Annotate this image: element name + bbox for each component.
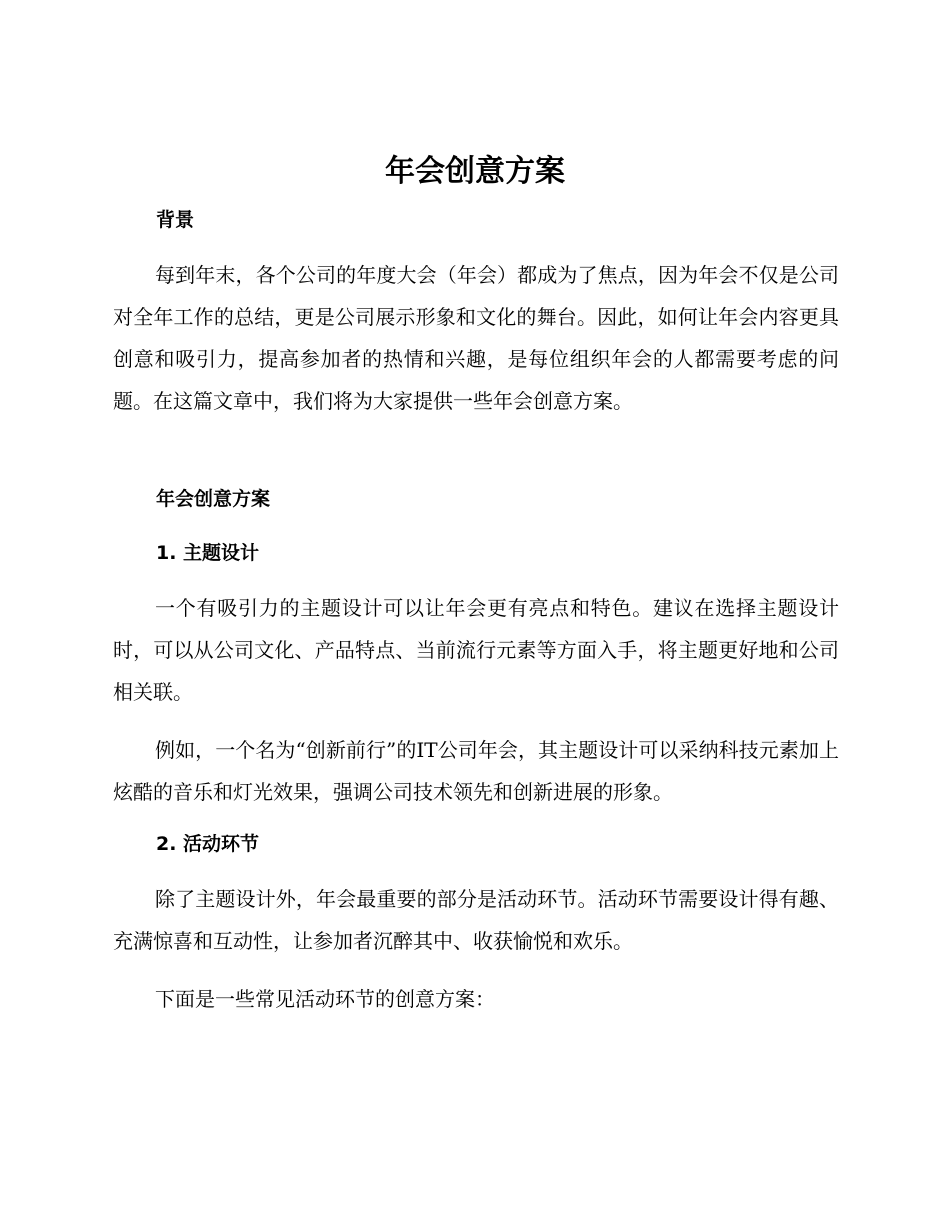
section-activity-intro: 下面是一些常见活动环节的创意方案： — [155, 987, 495, 1011]
section-theme-example: 例如，一个名为“创新前行”的IT公司年会，其主题设计可以采纳科技元素加上炫酷的音乐和灯光效果，强调公司技术领先和创新进展的形象。 — [113, 738, 839, 804]
section-theme-paragraph: 一个有吸引力的主题设计可以让年会更有亮点和特色。建议在选择主题设计时，可以从公司文化、产品特点、当前流行元素等方面入手，将主题更好地和公司相关联。 — [113, 596, 839, 704]
section-theme-heading: 1. 主题设计 — [156, 542, 260, 564]
plan-heading: 年会创意方案 — [156, 488, 271, 510]
section-activity-paragraph: 除了主题设计外，年会最重要的部分是活动环节。活动环节需要设计得有趣、充满惊喜和互动性，让参加者沉醉其中、收获愉悦和欢乐。 — [113, 887, 839, 953]
background-paragraph: 每到年末，各个公司的年度大会（年会）都成为了焦点，因为年会不仅是公司对全年工作的总结，更是公司展示形象和文化的舞台。因此，如何让年会内容更具创意和吸引力，提高参加者的热情和兴趣，是每位组织年会的人都需要考虑的问题。在这篇文章中，我们将为大家提供一些年会创意方案。 — [113, 263, 839, 413]
document-title: 年会创意方案 — [385, 154, 565, 189]
section-activity-heading: 2. 活动环节 — [156, 833, 260, 855]
background-heading: 背景 — [156, 209, 195, 231]
